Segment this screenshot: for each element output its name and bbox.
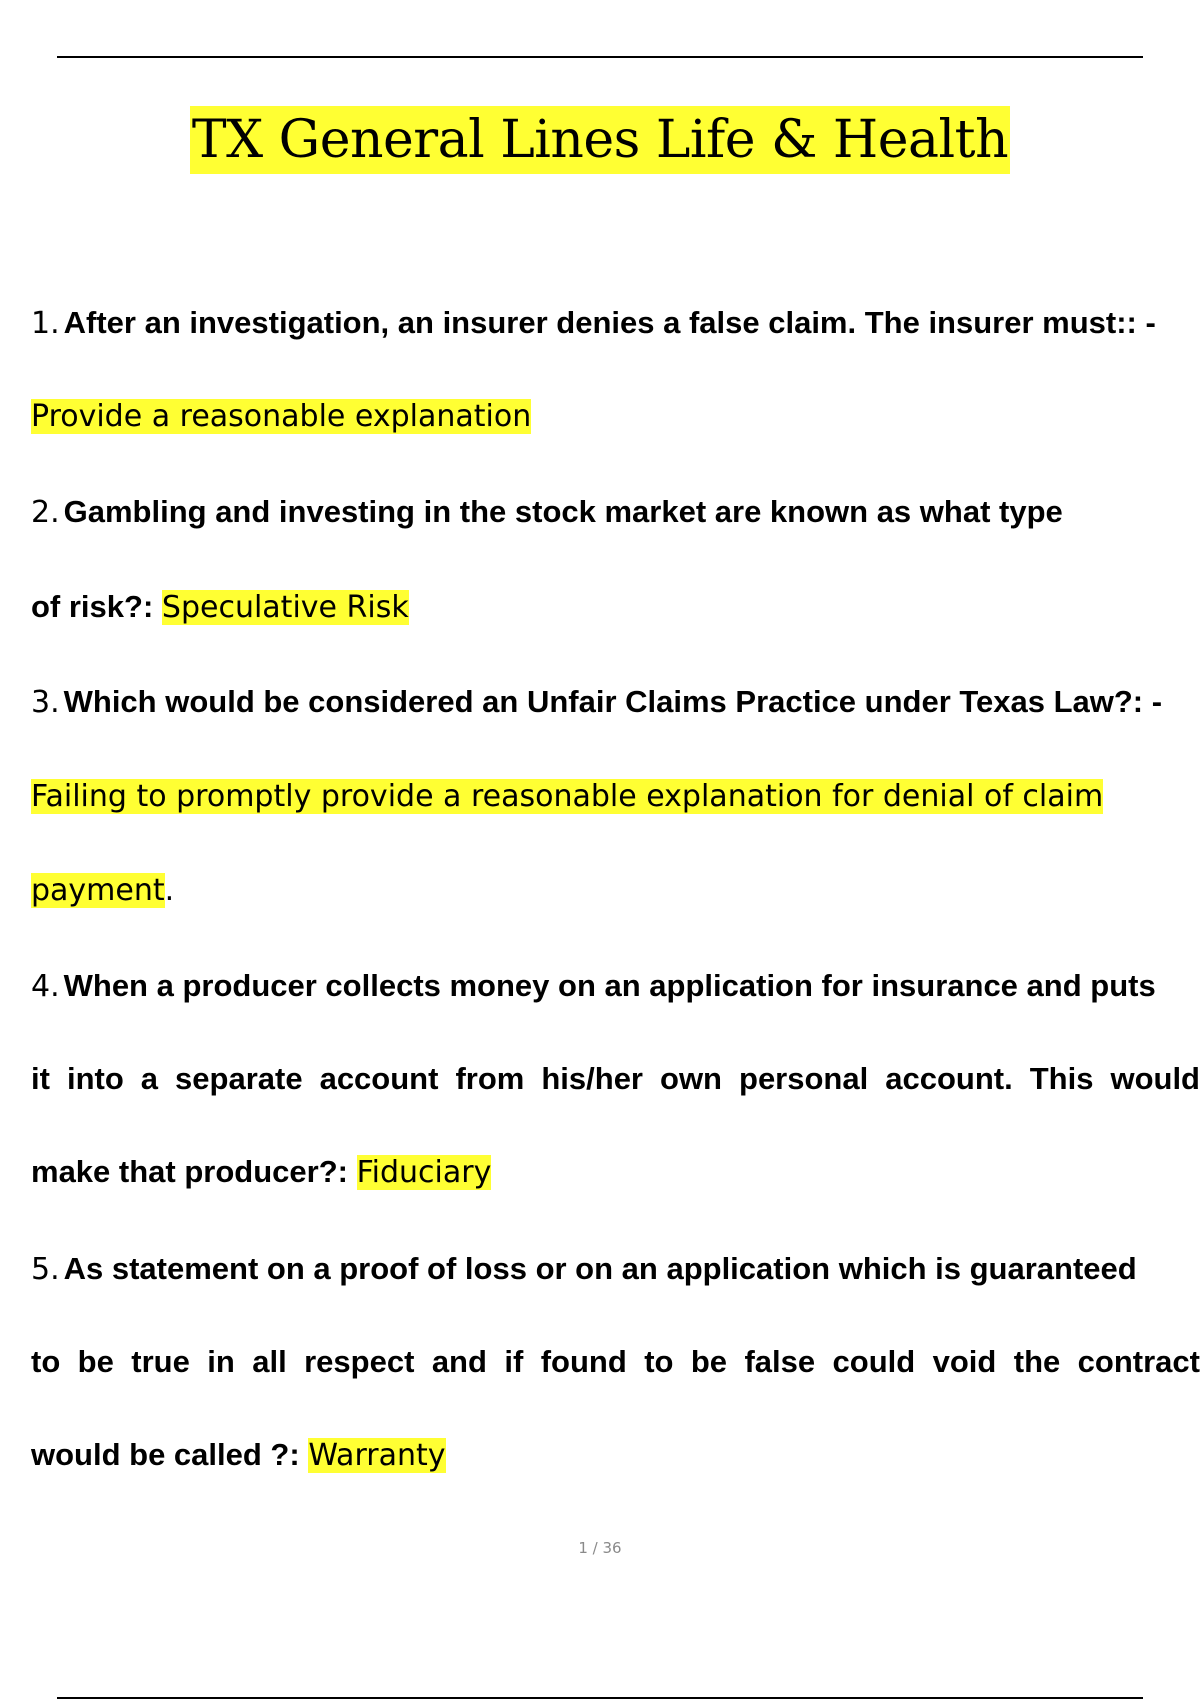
answer-3-line-2 — [31, 871, 174, 911]
question-1-number: 1. — [31, 306, 60, 341]
question-1-line-1 — [31, 303, 1156, 344]
question-5-line-1 — [31, 1249, 1137, 1290]
question-4-number: 4. — [31, 969, 60, 1004]
answer-3-text-line-1: Failing to promptly provide a reasonable explanation for denial of claim — [31, 779, 1104, 814]
question-3-line-1 — [31, 682, 1162, 723]
document-title: TX General Lines Life & Health — [190, 106, 1010, 174]
question-5-number: 5. — [31, 1252, 60, 1287]
bottom-rule — [57, 1697, 1143, 1699]
question-2-text-line-1: Gambling and investing in the stock market are known as what type — [63, 494, 1063, 529]
answer-3-text-line-2: payment — [31, 873, 165, 908]
question-4-line-3 — [31, 1152, 491, 1193]
question-4-text-line-3: make that producer?: — [31, 1154, 357, 1189]
answer-3-suffix: . — [164, 873, 175, 908]
question-4-line-2 — [31, 1059, 1200, 1100]
question-2-line-2 — [31, 587, 409, 628]
question-5-text-line-2: to be true in all respect and if found to be false could void the contract — [31, 1344, 1200, 1379]
question-5-line-3 — [31, 1435, 446, 1476]
title-container — [0, 106, 1200, 174]
page-indicator: 1 / 36 — [578, 1539, 622, 1557]
answer-1-text: Provide a reasonable explanation — [31, 399, 532, 434]
question-4-text-line-2: it into a separate account from his/her own personal account. This would — [31, 1061, 1200, 1096]
question-3-text: Which would be considered an Unfair Claims Practice under Texas Law?: - — [63, 684, 1163, 719]
question-5-text-line-1: As statement on a proof of loss or on an application which is guaranteed — [63, 1251, 1137, 1286]
answer-5-text: Warranty — [308, 1438, 446, 1473]
question-2-number: 2. — [31, 495, 60, 530]
question-2-text-line-2: of risk?: — [31, 589, 162, 624]
question-4-line-1 — [31, 966, 1156, 1007]
answer-2-text: Speculative Risk — [161, 590, 409, 625]
question-5-line-2 — [31, 1342, 1200, 1383]
question-4-text-line-1: When a producer collects money on an application for insurance and puts — [63, 968, 1156, 1003]
top-rule — [57, 56, 1143, 58]
answer-1-line — [31, 397, 531, 437]
question-3-number: 3. — [31, 685, 60, 720]
question-1-text: After an investigation, an insurer denies a false claim. The insurer must:: - — [63, 305, 1156, 340]
answer-4-text: Fiduciary — [356, 1155, 492, 1190]
answer-3-line-1 — [31, 777, 1103, 817]
question-2-line-1 — [31, 492, 1063, 533]
question-5-text-line-3: would be called ?: — [31, 1437, 309, 1472]
